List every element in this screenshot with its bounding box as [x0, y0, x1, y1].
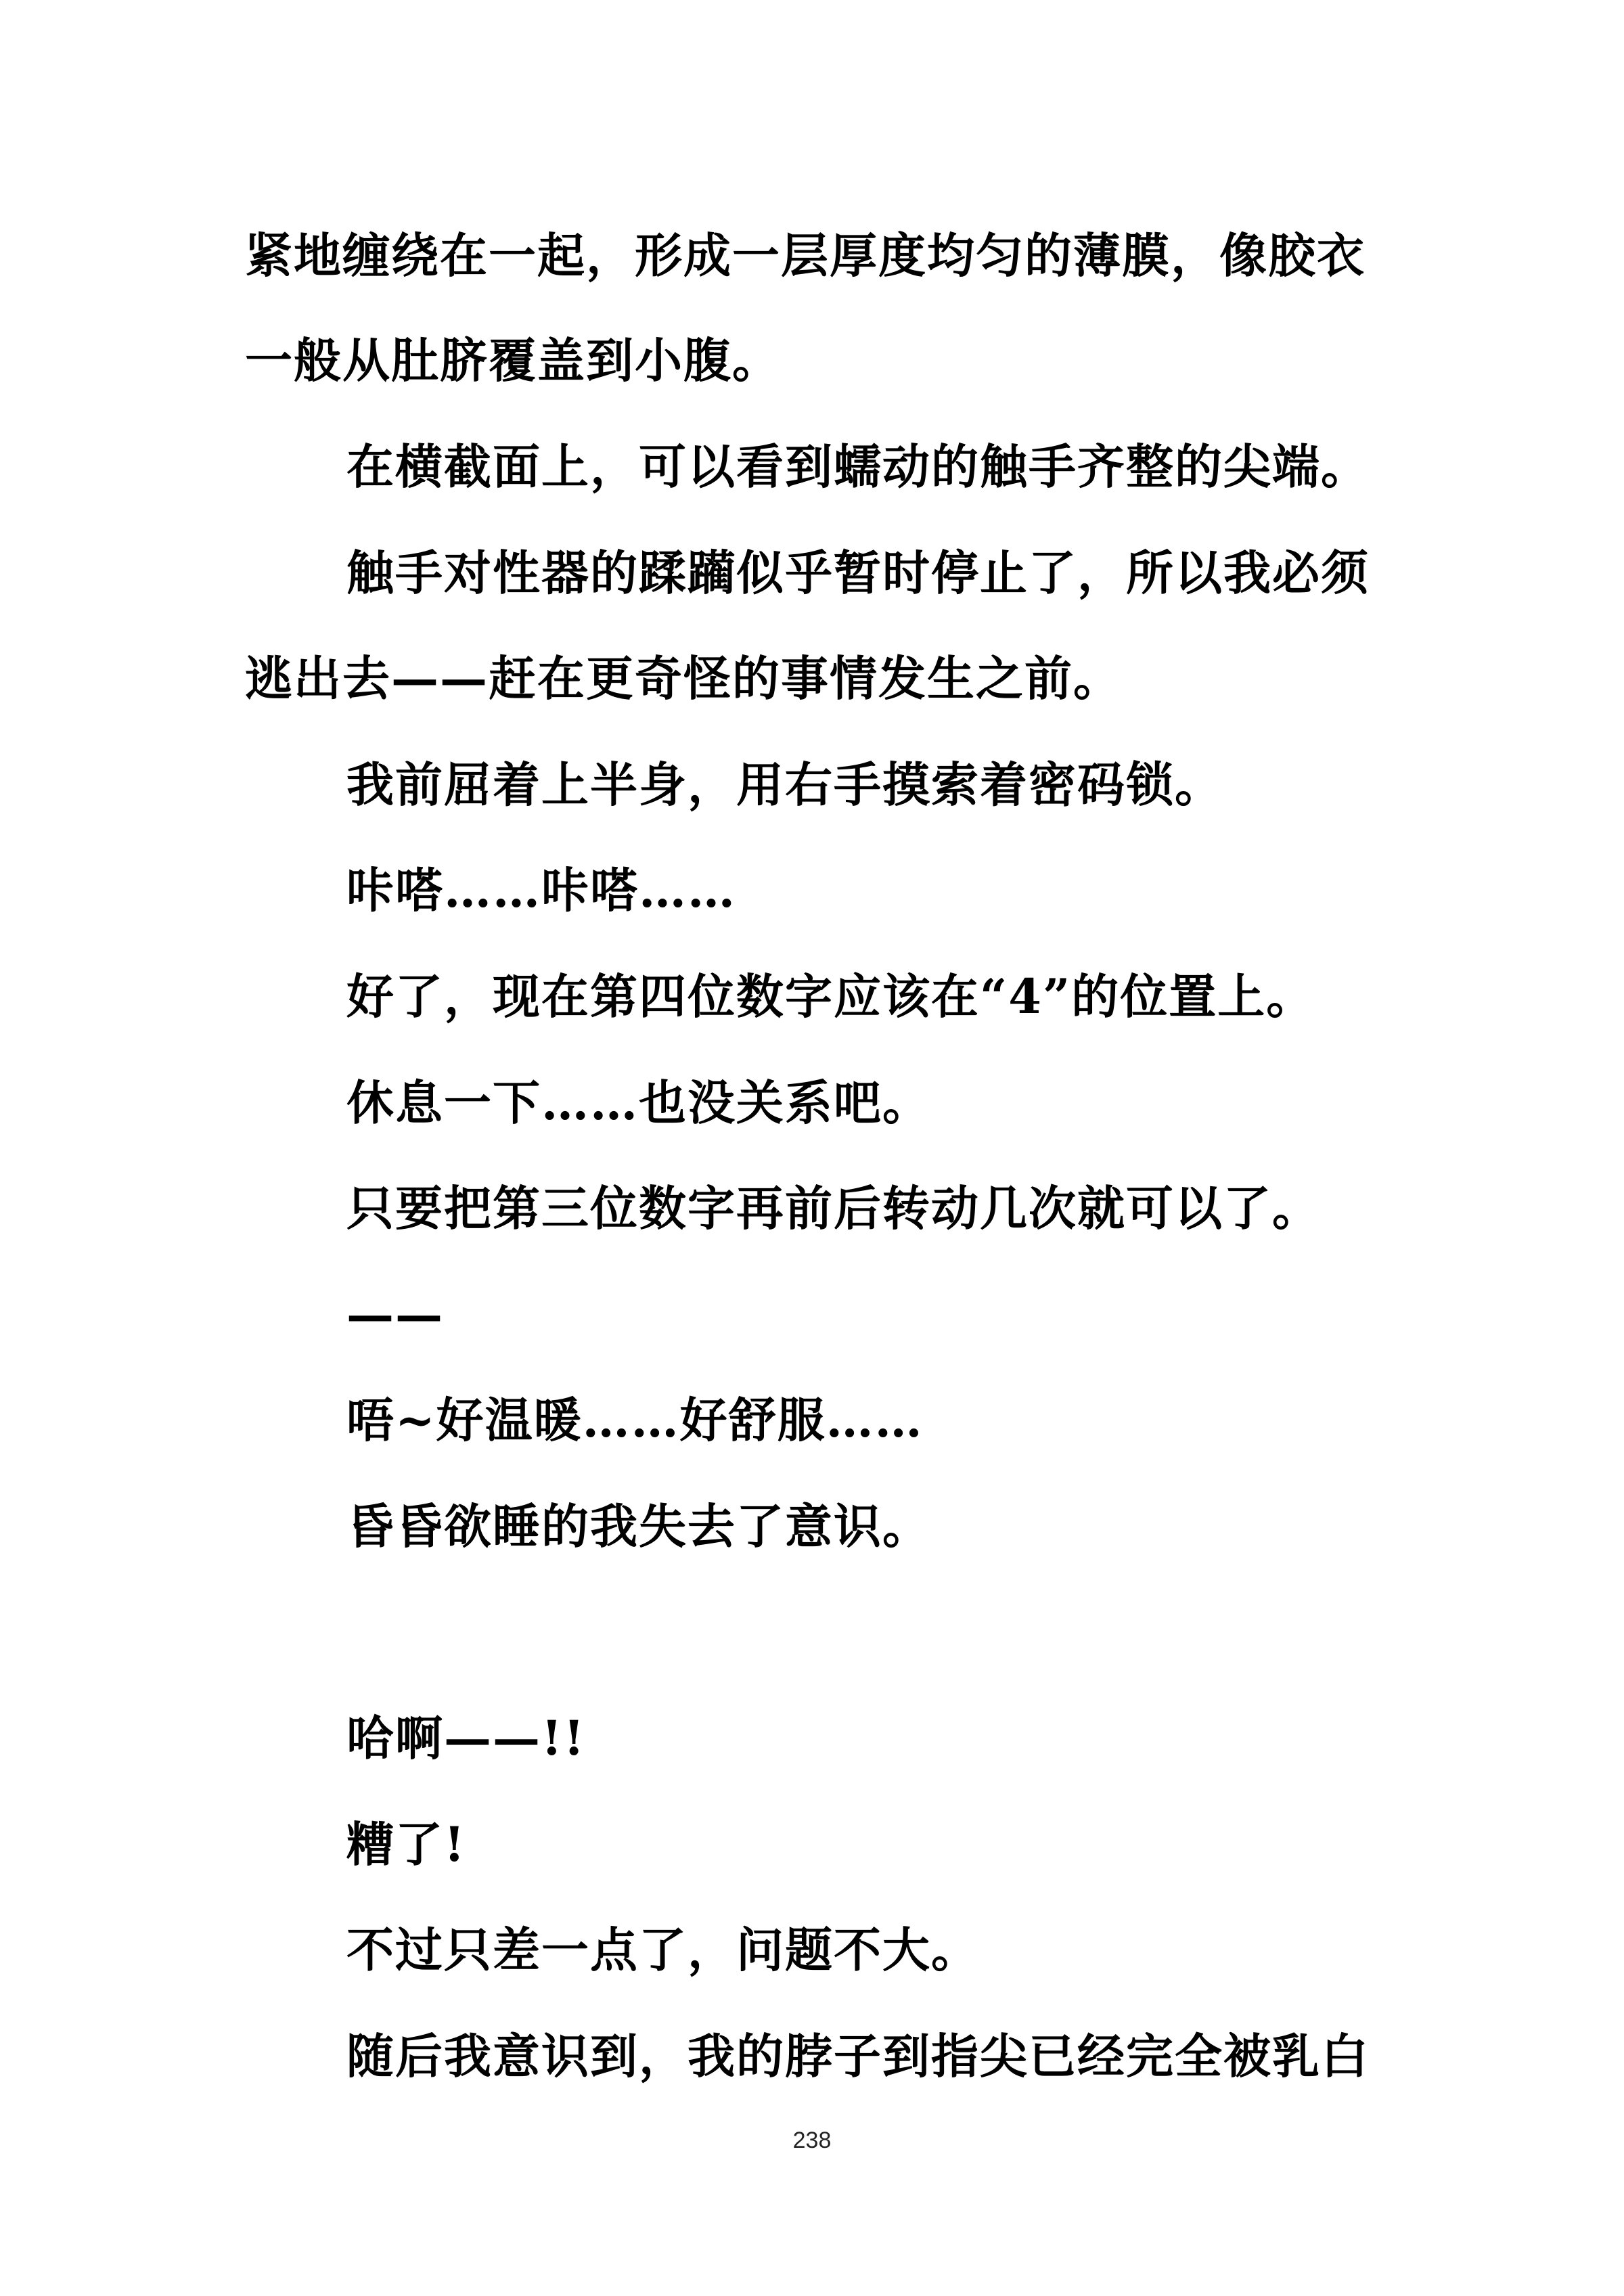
text-line-2: 一般从肚脐覆盖到小腹。 — [245, 332, 781, 388]
text-line-1: 紧地缠绕在一起，形成一层厚度均匀的薄膜，像胶衣 — [245, 227, 1366, 284]
text-line-16: 不过只差一点了，问题不大。 — [346, 1922, 980, 1978]
text-line-17: 随后我意识到，我的脖子到指尖已经完全被乳白 — [346, 2028, 1370, 2084]
text-line-11: —— — [346, 1286, 444, 1343]
text-line-3: 在横截面上，可以看到蠕动的触手齐整的尖端。 — [346, 438, 1370, 495]
text-line-10: 只要把第三位数字再前后转动几次就可以了。 — [346, 1180, 1321, 1236]
text-line-6: 我前屈着上半身，用右手摸索着密码锁。 — [346, 757, 1223, 813]
text-line-4: 触手对性器的蹂躏似乎暂时停止了，所以我必须 — [346, 545, 1370, 601]
text-line-12: 唔~好温暖……好舒服…… — [346, 1392, 924, 1448]
text-line-5: 逃出去——赶在更奇怪的事情发生之前。 — [245, 650, 1122, 706]
text-line-9: 休息一下……也没关系吧。 — [346, 1075, 931, 1131]
text-line-15: 糟了! — [346, 1816, 466, 1872]
page-number: 238 — [792, 2128, 832, 2153]
text-line-13: 昏昏欲睡的我失去了意识。 — [346, 1498, 931, 1554]
text-line-7: 咔嗒……咔嗒…… — [346, 862, 736, 918]
text-line-14: 哈啊——!! — [346, 1710, 586, 1766]
text-line-8: 好了，现在第四位数字应该在“4”的位置上。 — [346, 968, 1315, 1025]
